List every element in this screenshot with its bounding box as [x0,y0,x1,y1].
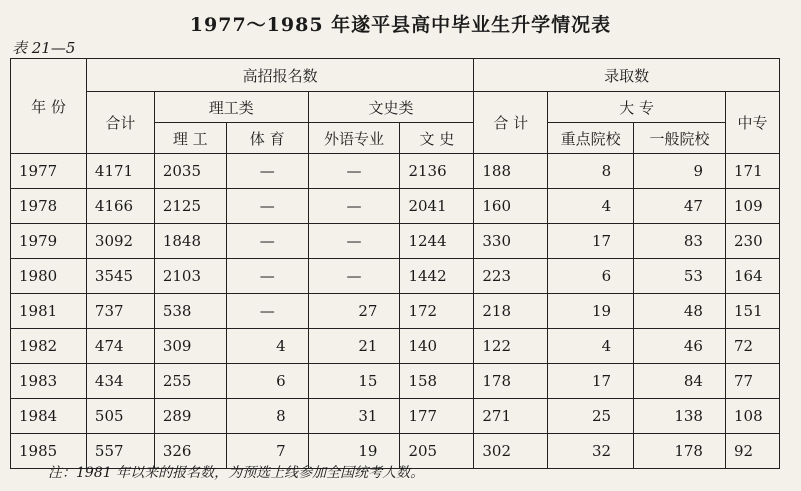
key-univ-cell: 6 [548,259,634,294]
general-univ-header: 一般院校 [634,123,726,154]
general-univ-cell: 84 [634,364,726,399]
sci-eng-cell: 2035 [154,154,226,189]
technical-cell: 164 [725,259,779,294]
total-cell: 4166 [86,189,154,224]
arts-cell: 177 [400,399,474,434]
table-row [11,259,780,294]
total-cell: 557 [86,434,154,469]
foreign-lang-cell: 21 [308,329,400,364]
general-univ-cell: 178 [634,434,726,469]
table-number: 表 21—5 [12,39,76,57]
admitted-total-cell: 271 [474,399,548,434]
table-row [11,189,780,224]
foreign-lang-header: 外语专业 [308,123,400,154]
applicants-total-header: 合计 [86,92,154,154]
technical-cell: 109 [725,189,779,224]
sci-eng-cell: 289 [154,399,226,434]
year-header: 年 份 [11,59,87,154]
arts-cell: 1244 [400,224,474,259]
sports-cell: — [226,259,308,294]
table-row [11,364,780,399]
sci-eng-cell: 1848 [154,224,226,259]
sports-cell: — [226,224,308,259]
sci-eng-cell: 326 [154,434,226,469]
technical-cell: 230 [725,224,779,259]
general-univ-cell: 138 [634,399,726,434]
year-cell: 1980 [11,259,87,294]
key-univ-cell: 17 [548,224,634,259]
sports-cell: — [226,189,308,224]
admitted-total-cell: 188 [474,154,548,189]
year-cell: 1984 [11,399,87,434]
admitted-total-cell: 223 [474,259,548,294]
admitted-total-cell: 218 [474,294,548,329]
year-cell: 1983 [11,364,87,399]
foreign-lang-cell: — [308,224,400,259]
key-univ-cell: 4 [548,329,634,364]
college-header: 大 专 [548,92,726,123]
general-univ-cell: 83 [634,224,726,259]
sci-eng-cell: 2103 [154,259,226,294]
table-row [11,399,780,434]
arts-cell: 205 [400,434,474,469]
year-cell: 1985 [11,434,87,469]
total-cell: 4171 [86,154,154,189]
arts-cell: 2136 [400,154,474,189]
sci-eng-sub-header: 理 工 [154,123,226,154]
foreign-lang-cell: — [308,154,400,189]
key-univ-cell: 25 [548,399,634,434]
key-univ-cell: 4 [548,189,634,224]
arts-cell: 158 [400,364,474,399]
sci-eng-cell: 255 [154,364,226,399]
table-title: 1977～1985 年遂平县高中毕业生升学情况表 [189,14,612,36]
footnote: 注：1981 年以来的报名数，为预选上线参加全国统考人数。 [48,465,425,481]
arts-cell: 2041 [400,189,474,224]
foreign-lang-cell: 19 [308,434,400,469]
general-univ-cell: 53 [634,259,726,294]
technical-cell: 72 [725,329,779,364]
total-cell: 3092 [86,224,154,259]
technical-cell: 171 [725,154,779,189]
foreign-lang-cell: 31 [308,399,400,434]
key-univ-cell: 17 [548,364,634,399]
foreign-lang-cell: 15 [308,364,400,399]
general-univ-cell: 9 [634,154,726,189]
sports-cell: — [226,154,308,189]
table-row [11,329,780,364]
admitted-header: 录取数 [474,59,780,92]
technical-cell: 108 [725,399,779,434]
year-cell: 1982 [11,329,87,364]
sports-cell: — [226,294,308,329]
technical-cell: 92 [725,434,779,469]
sci-eng-header: 理工类 [154,92,308,123]
sports-cell: 7 [226,434,308,469]
arts-sub-header: 文 史 [400,123,474,154]
admitted-total-cell: 178 [474,364,548,399]
table-row [11,294,780,329]
year-cell: 1977 [11,154,87,189]
arts-cell: 140 [400,329,474,364]
sports-header: 体 育 [226,123,308,154]
key-univ-cell: 19 [548,294,634,329]
technical-header: 中专 [725,92,779,154]
key-univ-cell: 32 [548,434,634,469]
technical-cell: 77 [725,364,779,399]
year-cell: 1979 [11,224,87,259]
admitted-total-cell: 160 [474,189,548,224]
sci-eng-cell: 2125 [154,189,226,224]
sports-cell: 8 [226,399,308,434]
sports-cell: 4 [226,329,308,364]
foreign-lang-cell: — [308,259,400,294]
sci-eng-cell: 309 [154,329,226,364]
general-univ-cell: 46 [634,329,726,364]
table-row [11,224,780,259]
foreign-lang-cell: 27 [308,294,400,329]
enrollment-table [10,58,780,469]
general-univ-cell: 48 [634,294,726,329]
arts-cell: 1442 [400,259,474,294]
foreign-lang-cell: — [308,189,400,224]
key-univ-header: 重点院校 [548,123,634,154]
total-cell: 505 [86,399,154,434]
table-row [11,154,780,189]
general-univ-cell: 47 [634,189,726,224]
technical-cell: 151 [725,294,779,329]
applicants-header: 高招报名数 [86,59,473,92]
arts-header: 文史类 [308,92,474,123]
sports-cell: 6 [226,364,308,399]
year-cell: 1981 [11,294,87,329]
total-cell: 3545 [86,259,154,294]
admitted-total-cell: 302 [474,434,548,469]
total-cell: 434 [86,364,154,399]
total-cell: 737 [86,294,154,329]
key-univ-cell: 8 [548,154,634,189]
year-cell: 1978 [11,189,87,224]
total-cell: 474 [86,329,154,364]
admitted-total-cell: 330 [474,224,548,259]
arts-cell: 172 [400,294,474,329]
admitted-total-header: 合 计 [474,92,548,154]
admitted-total-cell: 122 [474,329,548,364]
sci-eng-cell: 538 [154,294,226,329]
